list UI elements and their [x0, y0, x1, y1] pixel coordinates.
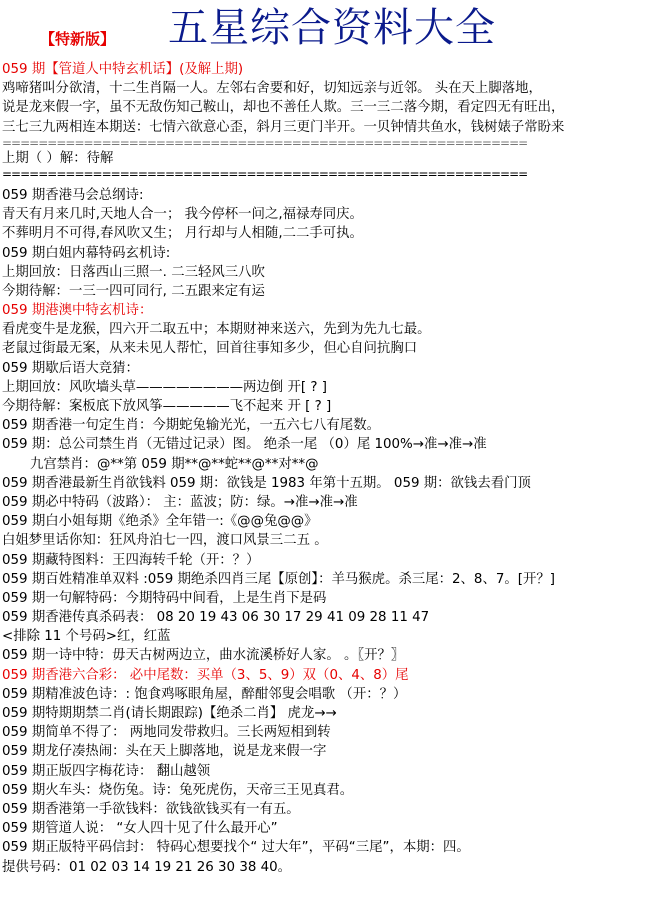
poem-line: 老鼠过街最无案，从来未见人帮忙，回首往事知多少，但心自问抗胸口: [2, 341, 418, 357]
info-line: 白姐梦里话你知：狂风舟泊七一四，渡口风景三二五 。: [2, 533, 328, 549]
info-line: 059 期：总公司禁生肖（无错过记录）图。 绝杀一尾 （0）尾 100%→准→准→准: [2, 437, 487, 453]
info-line: 提供号码：01 02 03 14 19 21 26 30 38 40。: [2, 859, 292, 875]
poem-line: 看虎变牛是龙猴，四六开二取五中；本期财神来送六，先到为先九七最。: [2, 322, 431, 338]
edition-badge: 【特新版】: [40, 30, 116, 48]
info-line: 059 期一句解特码：今期特码中间看，上是生肖下是码: [2, 590, 327, 606]
info-line: 059 期香港传真杀码表： 08 20 19 43 06 30 17 29 41 09 28 11 47: [2, 610, 430, 626]
info-line: 059 期龙仔凑热闹：头在天上脚落地，说是龙来假一字: [2, 744, 327, 760]
info-line: 059 期一诗中特：毋天古树两边立，曲水流溪桥好人家。 。〖开？〗: [2, 648, 405, 664]
page-header: [0, 0, 656, 60]
section-title-xiehouyu: 059 期歇后语大竞猜：: [2, 360, 139, 376]
poem-line: 青天有月来几时,天地人合一； 我今停杯一问之,福禄寿同庆。: [2, 207, 363, 223]
info-line: 059 期正版四字梅花诗： 翻山越领: [2, 763, 211, 779]
poem-line: 今期待解：一三一四可同行, 二五跟来定有运: [2, 283, 265, 299]
section-title-macau: 059 期港澳中特玄机诗：: [2, 303, 153, 319]
manager-line: 说是龙来假一字，虽不无敌伤知己鞍山，却也不善任人欺。三一三二落今期，看定四无有旺出，: [2, 100, 565, 116]
info-line: 059 期火车头：烧伤兔。诗：兔死虎伤，天帝三王见真君。: [2, 782, 354, 798]
section-title-manager: 059 期【管道人中特玄机话】(及解上期): [2, 62, 244, 77]
info-line: <排除 11 个号码>红，红蓝: [2, 629, 171, 645]
info-line: 059 期简单不得了： 两地同发带救归。三长两短相到转: [2, 725, 331, 741]
info-line: 059 期正版特平码信封： 特码心想要找个“ 过大年”，平码“三尾”，本期：四。: [2, 840, 470, 856]
info-line: 059 期香港一句定生肖：今期蛇兔输光光，一五六七八有尾数。: [2, 418, 380, 434]
info-line: 059 期香港最新生肖欲钱料 059 期：欲钱是 1983 年第十五期。 059 期：欲钱去看门顶: [2, 475, 531, 491]
poem-line: 不葬明月不可得,春风吹又生； 月行却与人相随,二二手可执。: [2, 226, 363, 242]
separator: ==========================================================: [2, 136, 528, 149]
info-line: 059 期百姓精准单双料 :059 期绝杀四肖三尾【原创】：羊马猴虎。杀三尾：2、8、7。[开？]: [2, 571, 555, 587]
poem-line: 上期回放：日落西山三照一. 二三轻风三八吹: [2, 264, 265, 280]
info-line: 059 期藏特图料：王四海转千轮（开：？）: [2, 552, 260, 568]
info-line: 059 期管道人说： “女人四十见了什么最开心”: [2, 821, 278, 837]
manager-line: 三七三九两相连本期送：七情六欲意心歪，斜月三更门半开。一贝钟情共鱼水，钱树婊子常盼来: [2, 119, 565, 135]
info-line: 059 期香港第一手欲钱料：欲钱欲钱买有一有五。: [2, 801, 300, 817]
riddle-line: 今期待解：案板底下放风筝—————飞不起来 开 [ ? ]: [2, 399, 332, 414]
document-body: [2, 60, 654, 877]
last-answer: 上期（ ）解：待解: [2, 150, 114, 166]
section-title-hk-horse: 059 期香港马会总纲诗:: [2, 187, 144, 203]
liucai-line: 059 期香港六合彩： 必中尾数：买单（3、5、9）双（0、4、8）尾: [2, 667, 409, 683]
info-line: 059 期特期期禁二肖(请长期跟踪)【绝杀二肖】 虎龙→→: [2, 706, 337, 721]
riddle-line: 上期回放：风吹墙头草————————两边倒 开[ ? ]: [2, 379, 327, 395]
separator: ==========================================================: [2, 167, 528, 180]
info-line: 059 期必中特码（波路）： 主：蓝波；防：绿。→准→准→准: [2, 494, 358, 510]
page-title: 五星综合资料大全: [168, 5, 496, 51]
info-line: 九宫禁肖：@**第 059 期**@**蛇**@**对**@: [30, 456, 319, 472]
section-title-bai: 059 期白姐内幕特码玄机诗:: [2, 245, 171, 261]
info-line: 059 期精准波色诗：: 饱食鸡啄眼角屋，醉酣邻叟会唱歌 （开：？）: [2, 686, 407, 702]
manager-line: 鸡啼猪叫分欲清，十二生肖隔一人。左邻右舍要和好，切知远亲与近邻。 头在天上脚落地，: [2, 81, 542, 97]
info-line: 059 期白小姐每期《绝杀》全年错一:《@@兔@@》: [2, 514, 318, 530]
